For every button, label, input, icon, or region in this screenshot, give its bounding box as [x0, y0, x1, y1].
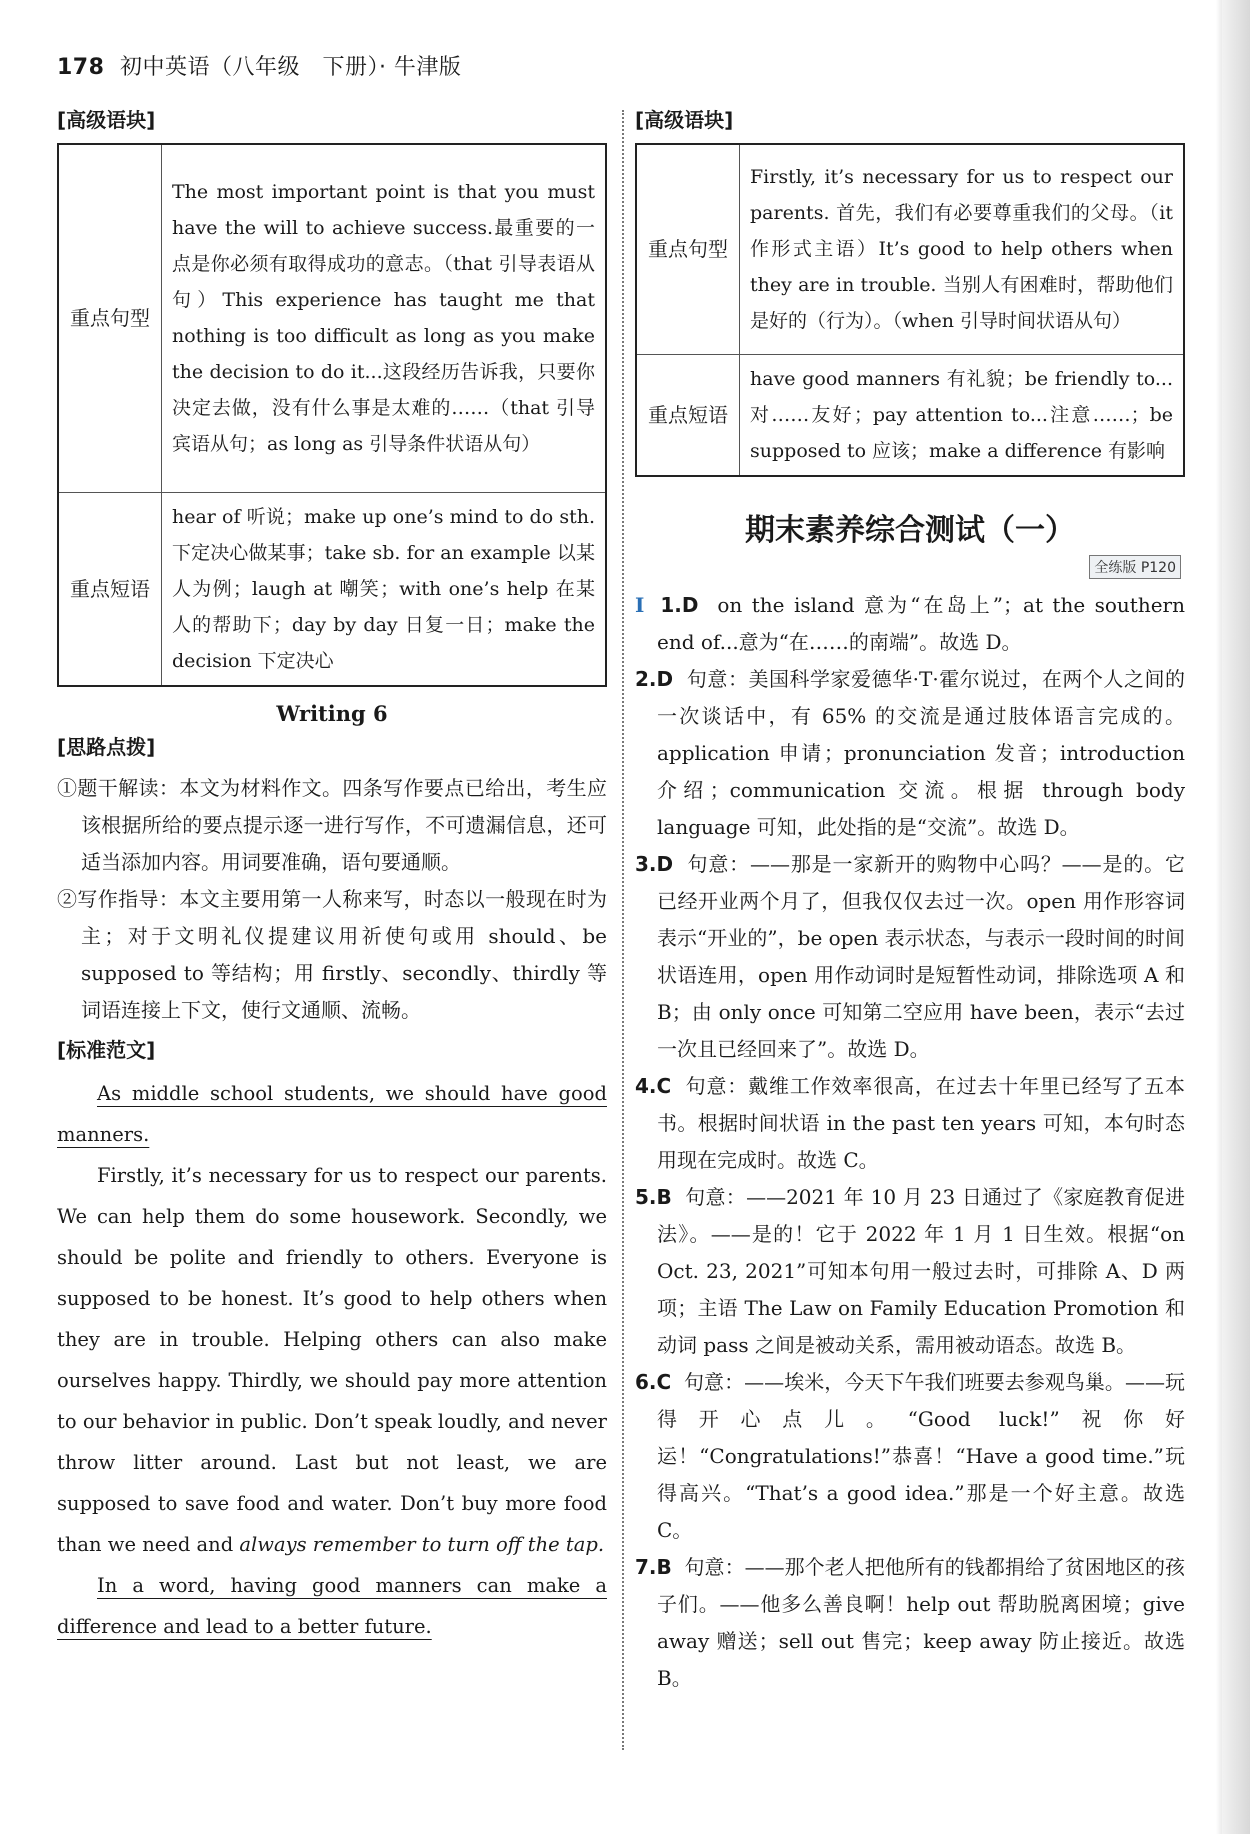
key-phrases-table — [635, 143, 1185, 477]
table-row — [636, 354, 1184, 476]
row-content: Firstly, it’s necessary for us to respect our parents. 首先，我们有必要尊重我们的父母。（it 作形式主语）It’s good to help others when they are in trouble. 当别人有困难时，帮助他们是好的（行为）。（when 引导时间状语从句） — [740, 144, 1185, 354]
essay-paragraph-3 — [57, 1565, 607, 1647]
essay-topic-sentence: As middle school students, we should have good manners. — [57, 1081, 607, 1146]
left-column — [57, 105, 607, 1647]
answer-text: 句意：美国科学家爱德华·T·霍尔说过，在两个人之间的一次谈话中，有 65% 的交流是通过肢体语言完成的。application 申请；pronunciation 发音；introduction 介绍；communication 交流。根据 through body language 可知，此处指的是“交流”。故选 D。 — [657, 666, 1185, 839]
essay-body: Firstly, it’s necessary for us to respect our parents. We can help them do some housework. Secondly, we should be polite and friendly to others. Everyone is supposed to be honest. It’s good to help others when they are in trouble. Helping others can also make ourselves happy. Thirdly, we should pay more attention to our behavior in public. Don’t speak loudly, and never throw litter around. Last but not least, we are supposed to save food and water. Don’t buy more food than we need and — [57, 1163, 607, 1556]
exam-reference — [635, 555, 1181, 579]
table-row — [636, 144, 1184, 354]
row-label: 重点句型 — [58, 144, 162, 492]
answer-list — [635, 587, 1185, 1697]
page-edge — [1222, 0, 1250, 1834]
section-roman-numeral: I — [635, 592, 645, 617]
answer-item — [635, 846, 1185, 1068]
essay-body-end: always remember to turn off the tap. — [239, 1532, 605, 1556]
answer-item — [635, 1179, 1185, 1364]
table-row — [58, 144, 606, 492]
writing-title: Writing 6 — [276, 700, 388, 726]
answer-text: 句意：——2021 年 10 月 23 日通过了《家庭教育促进法》。——是的！它于 2022 年 1 月 1 日生效。根据“on Oct. 23, 2021”可知本句用一般过去时，可排除 A、D 两项；主语 The Law on Family Education Promotion 和动词 pass 之间是被动关系，需用被动语态。故选 B。 — [657, 1184, 1186, 1357]
exam-title: 期末素养综合测试（一） — [745, 512, 1075, 548]
answer-number: 3.D — [635, 851, 674, 876]
column-divider — [622, 110, 624, 1750]
book-title: 初中英语（八年级 下册）· 牛津版 — [119, 55, 462, 80]
row-content: have good manners 有礼貌；be friendly to... 对……友好；pay attention to...注意……；be supposed to 应该；make a difference 有影响 — [740, 354, 1185, 476]
answer-item — [635, 1364, 1185, 1549]
tips-label: [思路点拨] — [57, 734, 156, 759]
answer-text: 句意：——那个老人把他所有的钱都捐给了贫困地区的孩子们。——他多么善良啊！help out 帮助脱离困境；give away 赠送；sell out 售完；keep away 防止接近。故选 B。 — [657, 1554, 1186, 1690]
answer-number: 7.B — [635, 1554, 672, 1579]
page-number: 178 — [57, 55, 105, 80]
right-column — [635, 105, 1185, 1697]
answer-item — [635, 1549, 1185, 1697]
model-label: [标准范文] — [57, 1037, 156, 1062]
tip-2: ②写作指导：本文主要用第一人称来写，时态以一般现在时为主；对于文明礼仪提建议用祈使句或用 should、be supposed to 等结构；用 firstly、secondly、thirdly 等词语连接上下文，使行文通顺、流畅。 — [57, 886, 607, 1022]
row-label: 重点短语 — [58, 492, 162, 686]
exam-reference-tag: 全练版 P120 — [1089, 555, 1181, 579]
row-label: 重点短语 — [636, 354, 740, 476]
answer-text: 句意：——那是一家新开的购物中心吗？——是的。它已经开业两个月了，但我仅仅去过一次。open 用作形容词表示“开业的”，be open 表示状态，与表示一段时间的时间状语连用，open 用作动词时是短暂性动词，排除选项 A 和 B；由 only once 可知第二空应用 have been，表示“去过一次且已经回来了”。故选 D。 — [657, 851, 1186, 1061]
answer-number: 6.C — [635, 1369, 672, 1394]
answer-item — [635, 1068, 1185, 1179]
row-content: The most important point is that you must have the will to achieve success.最重要的一点是你必须有取得成功的意志。（that 引导表语从句）This experience has taught me that nothing is too difficult as long as you make the decision to do it...这段经历告诉我，只要你决定去做，没有什么事是太难的……（that 引导宾语从句；as long as 引导条件状语从句） — [162, 144, 607, 492]
answer-number: 1.D — [660, 592, 699, 617]
answer-number: 5.B — [635, 1184, 672, 1209]
page-header — [57, 50, 461, 81]
answer-text: 句意：戴维工作效率很高，在过去十年里已经写了五本书。根据时间状语 in the past ten years 可知，本句时态用现在完成时。故选 C。 — [657, 1073, 1186, 1172]
table-row — [58, 492, 606, 686]
section-label: [高级语块] — [635, 108, 734, 132]
answer-number: 2.D — [635, 666, 674, 691]
answer-text: 句意：——埃米，今天下午我们班要去参观鸟巢。——玩得开心点儿。“Good luck!”祝你好运！“Congratulations!”恭喜！“Have a good time.”玩得高兴。“That’s a good idea.”那是一个好主意。故选 C。 — [657, 1369, 1186, 1542]
section-label: [高级语块] — [57, 108, 156, 132]
row-content: hear of 听说；make up one’s mind to do sth. 下定决心做某事；take sb. for an example 以某人为例；laugh at 嘲笑；with one’s help 在某人的帮助下；day by day 日复一日；make the decision 下定决心 — [162, 492, 607, 686]
answer-item — [635, 661, 1185, 846]
answer-text: on the island 意为“在岛上”；at the southern end of...意为“在……的南端”。故选 D。 — [657, 592, 1185, 654]
key-phrases-table — [57, 143, 607, 687]
essay-paragraph-2 — [57, 1155, 607, 1565]
row-label: 重点句型 — [636, 144, 740, 354]
essay-paragraph-1 — [57, 1073, 607, 1155]
tip-1: ①题干解读：本文为材料作文。四条写作要点已给出，考生应该根据所给的要点提示逐一进行写作，不可遗漏信息，还可适当添加内容。用词要准确，语句要通顺。 — [57, 775, 607, 874]
answer-number: 4.C — [635, 1073, 672, 1098]
essay-conclusion: In a word, having good manners can make a difference and lead to a better future. — [57, 1573, 607, 1638]
answer-item — [635, 587, 1185, 661]
